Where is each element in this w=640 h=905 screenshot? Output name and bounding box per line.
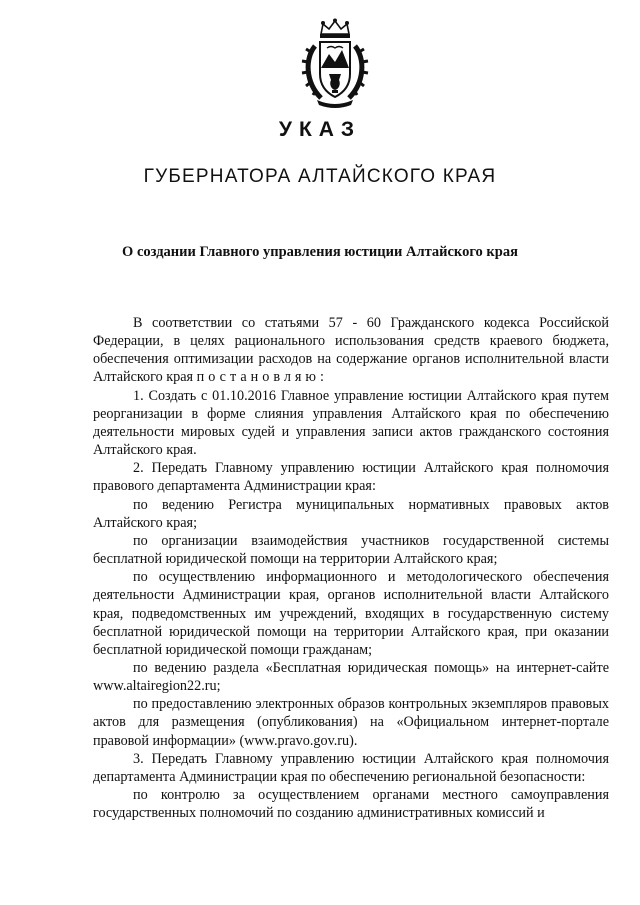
clause-3-item: по контролю за осуществлением органами местного самоуправления государственных полномочий по созданию административных комиссий и: [93, 787, 609, 822]
altai-coat-of-arms-icon: [301, 18, 369, 110]
clause-2-item: по осуществлению информационного и методологического обеспечения деятельности Администрации края, органов исполнительной власти Алтайского края, подведомственных им учреждений, входящих в государственную систему бесплатной юридической помощи на территории Алтайского края, при оказании бесплатной юридической помощи гражданам;: [93, 569, 609, 658]
clause-1: 1. Создать с 01.10.2016 Главное управление юстиции Алтайского края путем реорганизации в форме слияния управления Алтайского края по обеспечению деятельности мировых судей и управления записи актов гражданского состояния Алтайского края.: [93, 387, 609, 459]
clause-2-item: по ведению раздела «Бесплатная юридическая помощь» на интернет-сайте www.altairegion22.ru;: [93, 659, 609, 695]
issuing-authority: ГУБЕРНАТОРА АЛТАЙСКОГО КРАЯ: [143, 166, 497, 187]
document-body: [93, 314, 609, 822]
preamble-text: В соответствии со статьями 57 - 60 Гражданского кодекса Российской Федерации, в целях рационального использования средств краевого бюджета, обеспечения оптимизации расходов на содержание органов исполнительной власти Алтайского края: [93, 315, 609, 386]
clause-2-item: по ведению Регистра муниципальных нормативных правовых актов Алтайского края;: [93, 496, 609, 531]
clause-3: 3. Передать Главному управлению юстиции Алтайского края полномочия департамента Администрации края по обеспечению региональной безопасности:: [93, 750, 609, 785]
preamble-paragraph: [93, 314, 609, 387]
decree-heading: УКАЗ: [278, 118, 362, 141]
clause-2-item: по организации взаимодействия участников государственной системы бесплатной юридической помощи на территории Алтайского края;: [93, 532, 609, 568]
clause-2: 2. Передать Главному управлению юстиции Алтайского края полномочия правового департамента Администрации края:: [93, 460, 609, 495]
document-title: О создании Главного управления юстиции Алтайского края: [122, 244, 518, 260]
clause-2-item: по предоставлению электронных образов контрольных экземпляров правовых актов для размещения (опубликования) на «Официальном интернет-портале правовой информации» (www.pravo.gov.ru).: [93, 696, 609, 749]
resolve-word: постановляю:: [196, 369, 328, 386]
